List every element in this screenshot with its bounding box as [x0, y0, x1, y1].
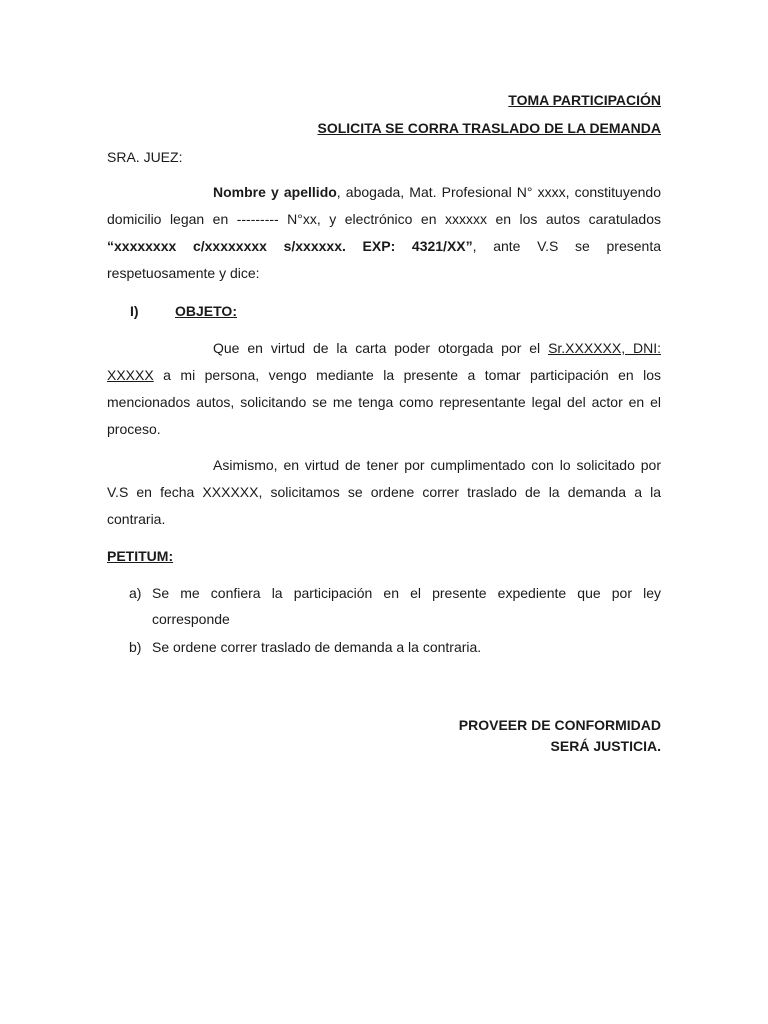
closing-line-2: SERÁ JUSTICIA. [550, 738, 661, 754]
salutation: SRA. JUEZ: [107, 149, 183, 165]
list-item-text: Se me confiera la participación en el presente expediente que por ley corresponde [152, 585, 661, 627]
petitum-list-b [129, 634, 661, 660]
section-title: OBJETO: [175, 303, 237, 319]
document-subtitle: SOLICITA SE CORRA TRASLADO DE LA DEMANDA [317, 120, 661, 136]
list-marker: b) [129, 639, 142, 655]
lawyer-name: Nombre y apellido [213, 184, 337, 200]
objeto-paragraph-1 [107, 335, 661, 443]
represented-person: Sr.XXXXXX, DNI: XXXXX [107, 340, 661, 383]
intro-paragraph [107, 179, 661, 287]
objeto-paragraph-2 [107, 452, 661, 533]
petitum-heading: PETITUM: [107, 548, 174, 564]
list-marker: a) [129, 585, 142, 601]
intro-text-1: , abogada, Mat. Profesional N° xxxx, constituyendo domicilio legan en --------- N°xx, y electrónico en xxxxxx en los autos caratulados [107, 184, 661, 227]
case-title: “xxxxxxxx c/xxxxxxxx s/xxxxxx. EXP: 4321/XX” [107, 238, 473, 254]
petitum-list-a [129, 580, 661, 632]
closing-line-1: PROVEER DE CONFORMIDAD [458, 717, 661, 733]
list-item [129, 634, 661, 660]
objeto-p1-before: Que en virtud de la carta poder otorgada por el [213, 340, 549, 356]
objeto-p1-after: a mi persona, vengo mediante la presente a tomar participación en los mencionados autos, solicitando se me tenga como representante legal del actor en el proceso. [107, 367, 661, 437]
objeto-p2-text: Asimismo, en virtud de tener por cumplimentado con lo solicitado por V.S en fecha XXXXXX, solicitamos se ordene correr traslado de la demanda a la contraria. [107, 457, 661, 527]
section-objeto-heading [130, 303, 237, 319]
list-item [129, 580, 661, 632]
intro-text-2: , ante V.S se presenta respetuosamente y dice: [107, 238, 662, 281]
document-title: TOMA PARTICIPACIÓN [508, 92, 661, 108]
list-item-text: Se ordene correr traslado de demanda a la contraria. [152, 639, 482, 655]
section-number: I) [130, 303, 139, 319]
